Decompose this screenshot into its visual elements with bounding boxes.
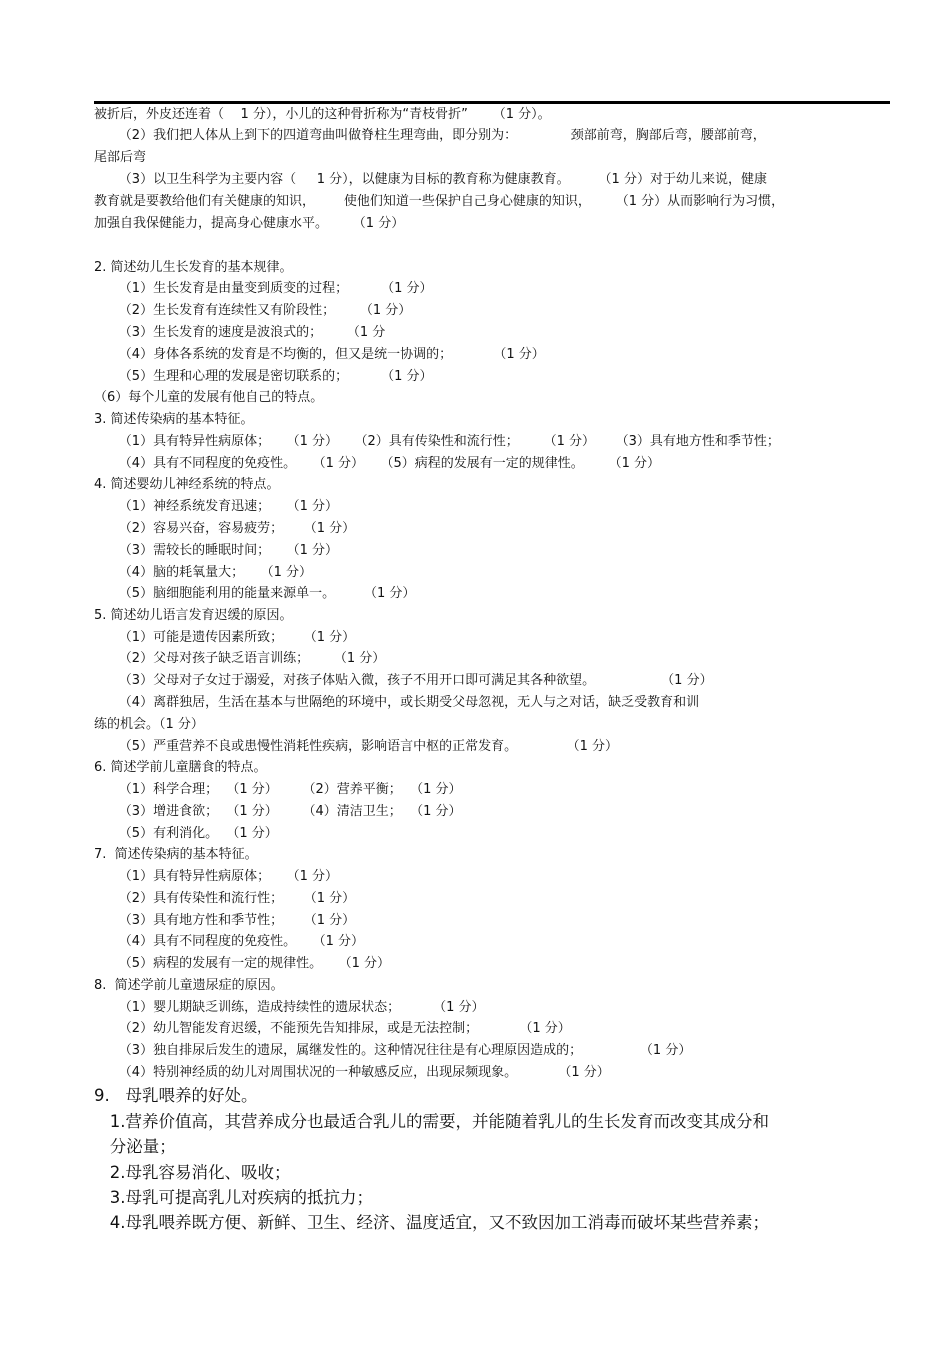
answer-line: （5）有利消化。 （1 分） xyxy=(94,826,278,841)
answer-line: （2）具有传染性和流行性； （1 分） xyxy=(94,891,356,906)
question-title: 6. 简述学前儿童膳食的特点。 xyxy=(94,760,267,775)
answer-line: （3）增进食欲； （1 分） （4）清洁卫生； （1 分） xyxy=(94,804,462,819)
answer-line: （1）生长发育是由量变到质变的过程； （1 分） xyxy=(94,281,433,296)
answer-line: （1）可能是遗传因素所致； （1 分） xyxy=(94,630,356,645)
answer-line: （5）脑细胞能利用的能量来源单一。 （1 分） xyxy=(94,586,416,601)
answer-line: （1）具有特异性病原体； （1 分） （2）具有传染性和流行性； （1 分） （3）具有地方性和季节性； xyxy=(94,434,780,449)
answer-line: （1）婴儿期缺乏训练，造成持续性的遗尿状态； （1 分） xyxy=(94,1000,485,1015)
question-title: 4. 简述婴幼儿神经系统的特点。 xyxy=(94,477,280,492)
answer-line: （5）病程的发展有一定的规律性。 （1 分） xyxy=(94,956,390,971)
answer-line: （2）生长发育有连续性又有阶段性； （1 分） xyxy=(94,303,412,318)
text-line: 教育就是要教给他们有关健康的知识， 使他们知道一些保护自己身心健康的知识， （1 分）从而影响行为习惯， xyxy=(94,194,785,209)
answer-line: （3）独自排尿后发生的遗尿，属继发性的。这种情况往往是有心理原因造成的； （1 分） xyxy=(94,1043,692,1058)
answer-line: （3）具有地方性和季节性； （1 分） xyxy=(94,913,356,928)
answer-line: 分泌量； xyxy=(94,1137,176,1156)
answer-line: （1）科学合理； （1 分） （2）营养平衡； （1 分） xyxy=(94,782,462,797)
answer-line: 2.母乳容易消化、吸收； xyxy=(94,1163,291,1182)
text-line: （3）以卫生科学为主要内容（ 1 分），以健康为目标的教育称为健康教育。 （1 分）对于幼儿来说，健康 xyxy=(94,172,767,187)
answer-line: （3）生长发育的速度是波浪式的； （1 分 xyxy=(94,325,386,340)
answer-line: （4）具有不同程度的免疫性。 （1 分） xyxy=(94,934,364,949)
answer-line: （1）神经系统发育迅速； （1 分） xyxy=(94,499,338,514)
answer-line: 4.母乳喂养既方便、新鲜、卫生、经济、温度适宜，又不致因加工消毒而破坏某些营养素； xyxy=(94,1213,769,1232)
answer-line: （5）严重营养不良或患慢性消耗性疾病，影响语言中枢的正常发育。 （1 分） xyxy=(94,739,619,754)
answer-line: （4）具有不同程度的免疫性。 （1 分） （5）病程的发展有一定的规律性。 （1 分） xyxy=(94,456,660,471)
answer-line: （3）父母对子女过于溺爱，对孩子体贴入微，孩子不用开口即可满足其各种欲望。 （1 分） xyxy=(94,673,713,688)
question-title: 5. 简述幼儿语言发育迟缓的原因。 xyxy=(94,608,293,623)
answer-line: 1.营养价值高，其营养成分也最适合乳儿的需要，并能随着乳儿的生长发育而改变其成分和 xyxy=(94,1112,769,1131)
text-line: 加强自我保健能力，提高身心健康水平。 （1 分） xyxy=(94,216,405,231)
question-title: 8. 简述学前儿童遗尿症的原因。 xyxy=(94,978,284,993)
question-title: 7. 简述传染病的基本特征。 xyxy=(94,847,258,862)
question-title: 3. 简述传染病的基本特征。 xyxy=(94,412,254,427)
answer-line: （2）容易兴奋，容易疲劳； （1 分） xyxy=(94,521,356,536)
text-line: 被折后，外皮还连着（ 1 分），小儿的这种骨折称为“青枝骨折” （1 分）。 xyxy=(94,107,551,122)
text-line: （2）我们把人体从上到下的四道弯曲叫做脊柱生理弯曲，即分别为： 颈部前弯，胸部后弯，腰部前弯， xyxy=(94,128,766,143)
answer-line: （4）特别神经质的幼儿对周围状况的一种敏感反应，出现尿频现象。 （1 分） xyxy=(94,1065,610,1080)
answer-line: （4）离群独居，生活在基本与世隔绝的环境中，或长期受父母忽视，无人与之对话，缺乏受教育和训 xyxy=(94,695,700,710)
answer-line: （4）身体各系统的发育是不均衡的，但又是统一协调的； （1 分） xyxy=(94,347,545,362)
answer-line: （3）需较长的睡眠时间； （1 分） xyxy=(94,543,338,558)
answer-line: （2）幼儿智能发育迟缓，不能预先告知排尿，或是无法控制； （1 分） xyxy=(94,1021,571,1036)
answer-line: （4）脑的耗氧量大； （1 分） xyxy=(94,565,312,580)
text-line: 尾部后弯 xyxy=(94,150,147,165)
answer-line: （6）每个儿童的发展有他自己的特点。 xyxy=(94,390,324,405)
answer-line: （1）具有特异性病原体； （1 分） xyxy=(94,869,338,884)
answer-line: （5）生理和心理的发展是密切联系的； （1 分） xyxy=(94,369,433,384)
header-rule xyxy=(94,101,890,104)
question-title: 2. 简述幼儿生长发育的基本规律。 xyxy=(94,260,293,275)
answer-line: （2）父母对孩子缺乏语言训练； （1 分） xyxy=(94,651,386,666)
question-title: 9. 母乳喂养的好处。 xyxy=(94,1086,258,1105)
answer-line: 练的机会。（1 分） xyxy=(94,717,204,732)
answer-line: 3.母乳可提高乳儿对疾病的抵抗力； xyxy=(94,1188,373,1207)
